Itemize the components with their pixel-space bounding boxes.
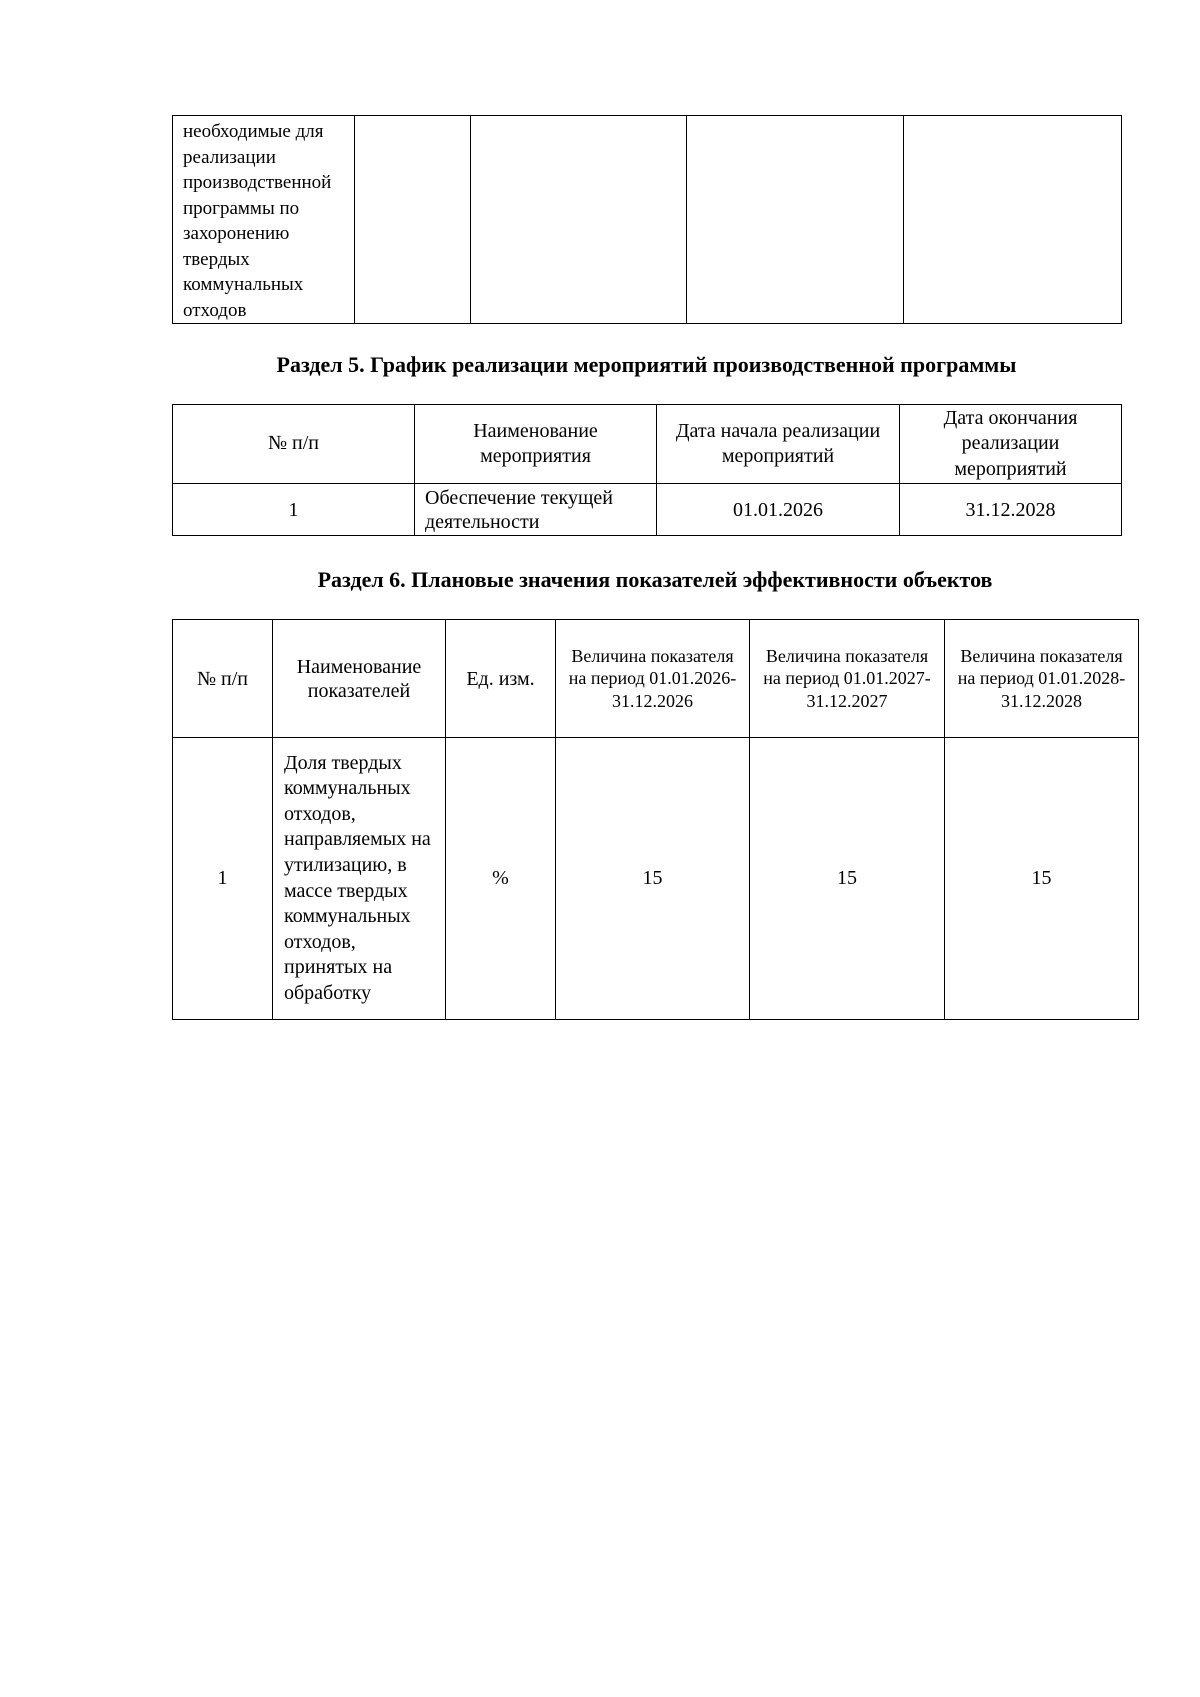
header-cell: Дата окончания реализации мероприятий xyxy=(900,405,1122,484)
table-cell: 15 xyxy=(750,738,945,1020)
table-row xyxy=(173,738,1139,1020)
table-cell: 31.12.2028 xyxy=(900,484,1122,536)
table-row xyxy=(173,484,1122,536)
header-cell: № п/п xyxy=(173,620,273,738)
header-cell: № п/п xyxy=(173,405,415,484)
table-header-row xyxy=(173,620,1139,738)
header-cell: Величина показателя на период 01.01.2026-31.12.2026 xyxy=(556,620,750,738)
table-cell: 01.01.2026 xyxy=(657,484,900,536)
header-cell: Дата начала реализации мероприятий xyxy=(657,405,900,484)
table-cell xyxy=(687,116,904,324)
table-cell: 15 xyxy=(945,738,1139,1020)
table-cell xyxy=(904,116,1122,324)
continuation-table xyxy=(172,115,1122,324)
section-6-title: Раздел 6. Плановые значения показателей эффективности объектов xyxy=(317,567,993,592)
table-cell: % xyxy=(446,738,556,1020)
section-6-table xyxy=(172,619,1139,1020)
table-row xyxy=(173,116,1122,324)
header-cell: Величина показателя на период 01.01.2028-31.12.2028 xyxy=(945,620,1139,738)
header-cell: Наименование мероприятия xyxy=(415,405,657,484)
table-header-row xyxy=(173,405,1122,484)
table-cell xyxy=(355,116,471,324)
header-cell: Ед. изм. xyxy=(446,620,556,738)
table-cell: 1 xyxy=(173,738,273,1020)
header-cell: Наименование показателей xyxy=(273,620,446,738)
table-cell: 1 xyxy=(173,484,415,536)
header-cell: Величина показателя на период 01.01.2027-31.12.2027 xyxy=(750,620,945,738)
section-5-table xyxy=(172,404,1122,536)
table-cell: необходимые для реализации производственной программы по захоронению твердых коммунальных отходов xyxy=(173,116,355,324)
section-5-title: Раздел 5. График реализации мероприятий производственной программы xyxy=(276,352,1017,377)
table-cell: 15 xyxy=(556,738,750,1020)
table-cell xyxy=(471,116,687,324)
table-cell: Обеспечение текущей деятельности xyxy=(415,484,657,536)
table-cell: Доля твердых коммунальных отходов, направляемых на утилизацию, в массе твердых коммунальных отходов, принятых на обработку xyxy=(273,738,446,1020)
